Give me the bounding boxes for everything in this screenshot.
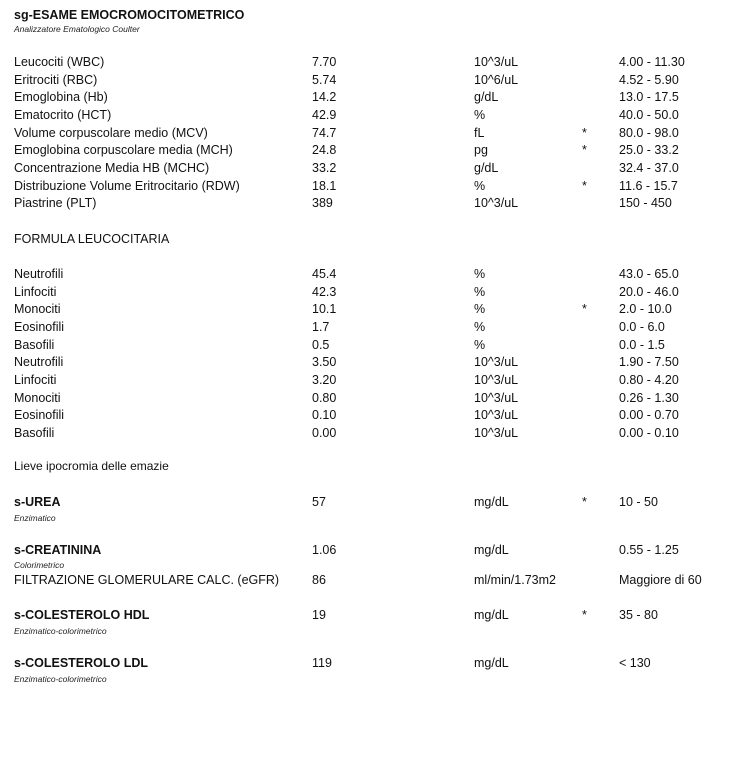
egfr-value: 86	[312, 573, 326, 587]
row-unit: %	[474, 338, 486, 352]
row-range: 1.90 - 7.50	[619, 355, 679, 369]
row-unit: fL	[474, 126, 485, 140]
row-value: 42.3	[312, 285, 337, 299]
row-value: 389	[312, 196, 333, 210]
row-name: Concentrazione Media HB (MCHC)	[14, 161, 210, 175]
row-unit: g/dL	[474, 161, 499, 175]
egfr-title: FILTRAZIONE GLOMERULARE CALC. (eGFR)	[14, 573, 280, 587]
egfr-unit: ml/min/1.73m2	[474, 573, 556, 587]
row-flag: *	[582, 302, 587, 316]
row-name: Neutrofili	[14, 355, 64, 369]
creatinina-method: Colorimetrico	[14, 560, 65, 570]
row-value: 18.1	[312, 179, 337, 193]
row-unit: 10^3/uL	[474, 373, 519, 387]
row-unit: %	[474, 108, 486, 122]
row-name: Linfociti	[14, 373, 57, 387]
row-name: Basofili	[14, 338, 55, 352]
row-range: 4.00 - 11.30	[619, 55, 685, 69]
hdl-unit: mg/dL	[474, 608, 509, 622]
row-name: Monociti	[14, 391, 61, 405]
ldl-method: Enzimatico-colorimetrico	[14, 674, 107, 684]
urea-flag: *	[582, 495, 587, 509]
formula-section-title: FORMULA LEUCOCITARIA	[14, 232, 170, 246]
urea-method: Enzimatico	[14, 513, 56, 523]
row-unit: 10^3/uL	[474, 391, 519, 405]
row-name: Monociti	[14, 302, 61, 316]
row-value: 0.80	[312, 391, 337, 405]
urea-range: 10 - 50	[619, 495, 658, 509]
ldl-value: 119	[312, 656, 332, 670]
hdl-value: 19	[312, 608, 326, 622]
creatinina-unit: mg/dL	[474, 543, 509, 557]
row-name: Ematocrito (HCT)	[14, 108, 112, 122]
row-unit: %	[474, 302, 486, 316]
row-range: 20.0 - 46.0	[619, 285, 679, 299]
row-value: 14.2	[312, 90, 337, 104]
row-range: 13.0 - 17.5	[619, 90, 679, 104]
row-name: Emoglobina (Hb)	[14, 90, 108, 104]
urea-value: 57	[312, 495, 326, 509]
row-value: 10.1	[312, 302, 337, 316]
row-name: Piastrine (PLT)	[14, 196, 97, 210]
row-value: 42.9	[312, 108, 337, 122]
row-name: Basofili	[14, 426, 55, 440]
row-value: 45.4	[312, 267, 337, 281]
row-name: Volume corpuscolare medio (MCV)	[14, 126, 208, 140]
row-value: 7.70	[312, 55, 337, 69]
row-value: 33.2	[312, 161, 337, 175]
row-unit: 10^3/uL	[474, 426, 519, 440]
row-value: 0.10	[312, 408, 337, 422]
row-range: 2.0 - 10.0	[619, 302, 672, 316]
row-name: Neutrofili	[14, 267, 64, 281]
urea-title: s-UREA	[14, 495, 61, 509]
row-unit: pg	[474, 143, 488, 157]
ldl-unit: mg/dL	[474, 656, 509, 670]
row-value: 1.7	[312, 320, 330, 334]
egfr-range: Maggiore di 60	[619, 573, 702, 587]
row-range: 4.52 - 5.90	[619, 73, 679, 87]
hdl-flag: *	[582, 608, 587, 622]
row-unit: g/dL	[474, 90, 499, 104]
row-range: 0.0 - 6.0	[619, 320, 665, 334]
row-unit: %	[474, 267, 486, 281]
row-range: 40.0 - 50.0	[619, 108, 679, 122]
creatinina-range: 0.55 - 1.25	[619, 543, 679, 557]
page-title: sg-ESAME EMOCROMOCITOMETRICO	[14, 8, 245, 22]
row-range: 0.26 - 1.30	[619, 391, 679, 405]
ldl-title: s-COLESTEROLO LDL	[14, 656, 149, 670]
urea-unit: mg/dL	[474, 495, 509, 509]
row-unit: %	[474, 320, 486, 334]
row-name: Eritrociti (RBC)	[14, 73, 98, 87]
row-range: 43.0 - 65.0	[619, 267, 679, 281]
row-flag: *	[582, 126, 587, 140]
row-unit: %	[474, 285, 486, 299]
row-value: 0.5	[312, 338, 330, 352]
row-range: 0.00 - 0.70	[619, 408, 679, 422]
row-range: 11.6 - 15.7	[619, 179, 678, 193]
row-range: 0.80 - 4.20	[619, 373, 679, 387]
row-value: 24.8	[312, 143, 337, 157]
hdl-method: Enzimatico-colorimetrico	[14, 626, 107, 636]
row-range: 25.0 - 33.2	[619, 143, 679, 157]
row-unit: 10^3/uL	[474, 408, 519, 422]
formula-note: Lieve ipocromia delle emazie	[14, 459, 169, 473]
creatinina-title: s-CREATININA	[14, 543, 102, 557]
row-name: Distribuzione Volume Eritrocitario (RDW)	[14, 179, 240, 193]
row-value: 3.20	[312, 373, 337, 387]
row-name: Eosinofili	[14, 320, 65, 334]
row-value: 74.7	[312, 126, 337, 140]
row-range: 0.00 - 0.10	[619, 426, 679, 440]
row-value: 3.50	[312, 355, 337, 369]
row-name: Linfociti	[14, 285, 57, 299]
row-name: Emoglobina corpuscolare media (MCH)	[14, 143, 233, 157]
row-name: Eosinofili	[14, 408, 65, 422]
row-name: Leucociti (WBC)	[14, 55, 105, 69]
hdl-range: 35 - 80	[619, 608, 658, 622]
ldl-range: < 130	[619, 656, 651, 670]
creatinina-value: 1.06	[312, 543, 337, 557]
row-value: 5.74	[312, 73, 337, 87]
row-unit: 10^6/uL	[474, 73, 519, 87]
row-range: 0.0 - 1.5	[619, 338, 665, 352]
analyzer-subtitle: Analizzatore Ematologico Coulter	[14, 24, 140, 34]
row-unit: %	[474, 179, 486, 193]
row-range: 150 - 450	[619, 196, 672, 210]
hdl-title: s-COLESTEROLO HDL	[14, 608, 150, 622]
row-unit: 10^3/uL	[474, 196, 519, 210]
row-unit: 10^3/uL	[474, 355, 519, 369]
row-range: 80.0 - 98.0	[619, 126, 679, 140]
row-unit: 10^3/uL	[474, 55, 519, 69]
row-value: 0.00	[312, 426, 337, 440]
row-flag: *	[582, 179, 587, 193]
row-flag: *	[582, 143, 587, 157]
row-range: 32.4 - 37.0	[619, 161, 679, 175]
